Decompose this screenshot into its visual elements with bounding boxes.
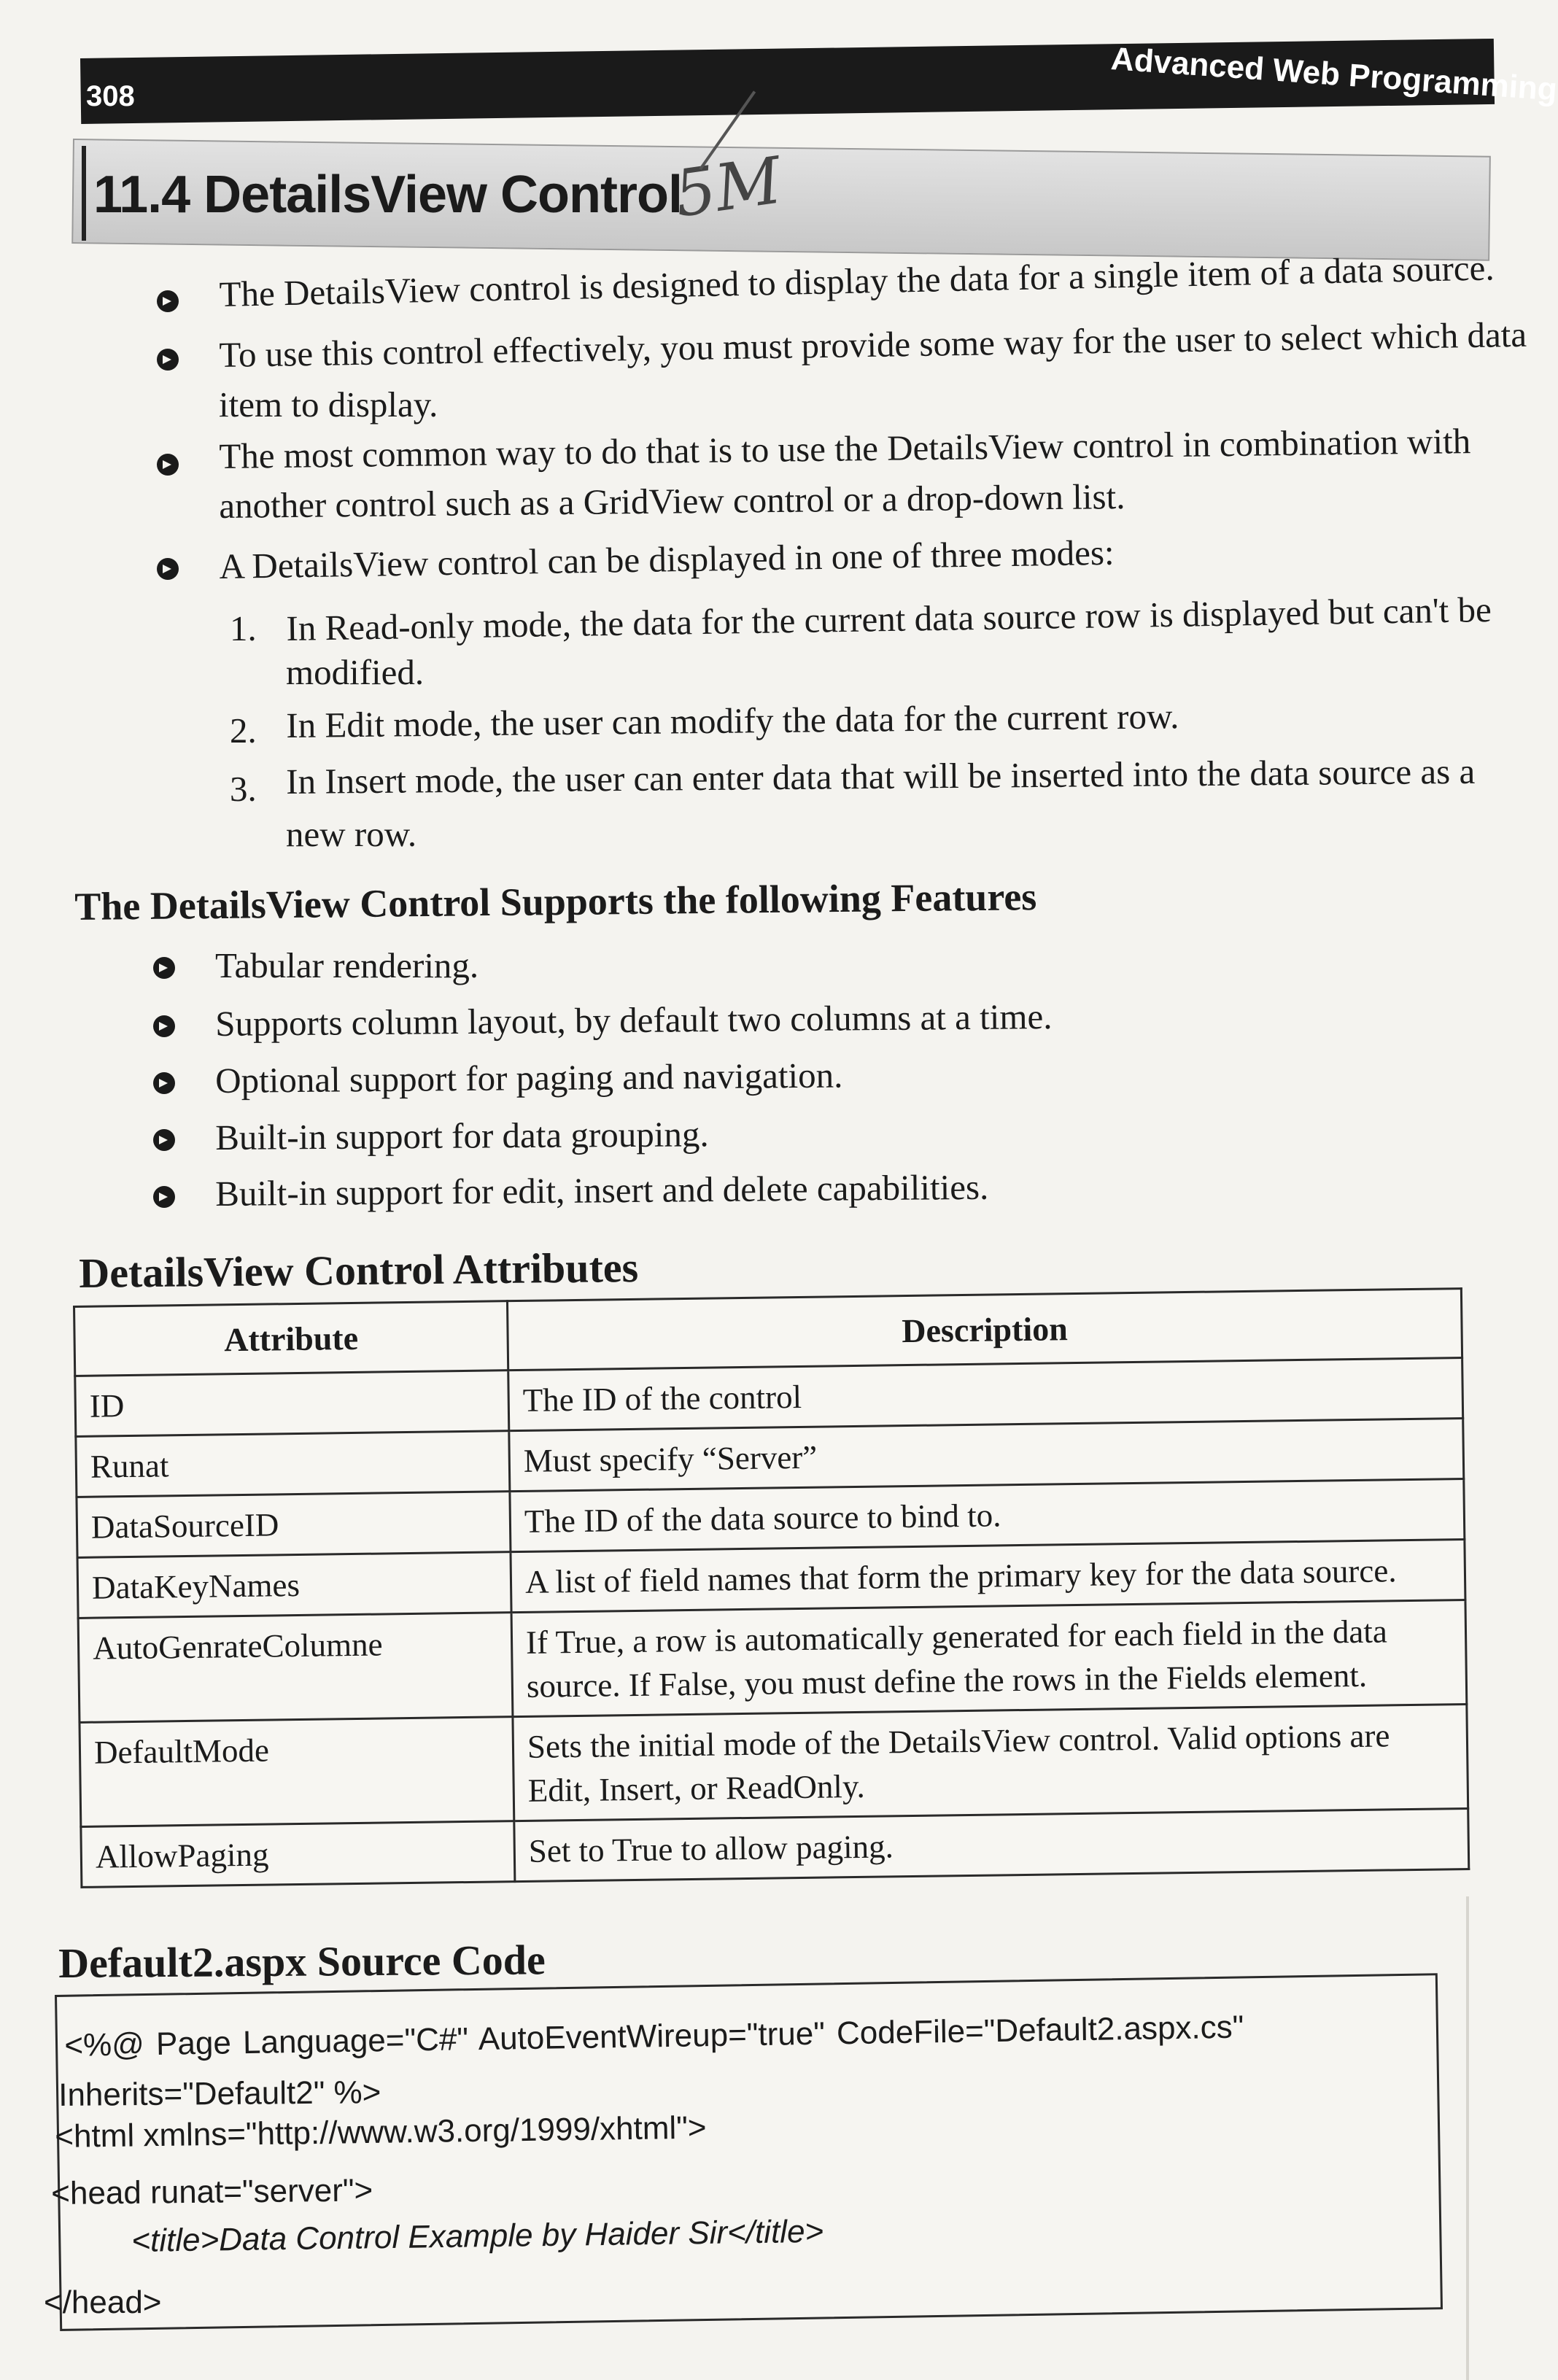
intro-bullet-4: A DetailsView control can be displayed in one of three modes:	[219, 532, 1115, 586]
section-heading-rule	[82, 146, 86, 241]
arrow-bullet-icon	[157, 349, 179, 371]
page-edge-shadow	[1466, 1896, 1469, 2380]
description-cell: Sets the initial mode of the DetailsView control. Valid options are Edit, Insert, or ReadOnly.	[513, 1705, 1468, 1821]
mode-number: 1.	[230, 608, 257, 648]
description-cell: If True, a row is automatically generated for each field in the data source. If False, you must define the rows in the Fields element.	[511, 1600, 1467, 1717]
feature-item: Supports column layout, by default two columns at a time.	[215, 996, 1053, 1044]
arrow-bullet-icon	[153, 1129, 175, 1151]
arrow-bullet-icon	[153, 1015, 175, 1037]
description-cell: The ID of the data source to bind to.	[510, 1479, 1465, 1552]
mode-text-cont: new row.	[286, 814, 417, 854]
table-row	[80, 1705, 1468, 1827]
description-cell: The ID of the control	[508, 1358, 1463, 1431]
section-title: 11.4 DetailsView Control	[93, 166, 682, 224]
description-cell: A list of field names that form the primary key for the data source.	[511, 1540, 1465, 1613]
mode-text: In Edit mode, the user can modify the data for the current row.	[286, 696, 1179, 745]
intro-bullet-2-cont: item to display.	[219, 384, 438, 425]
attribute-cell: DefaultMode	[80, 1717, 514, 1827]
arrow-bullet-icon	[153, 957, 175, 979]
intro-bullet-3: The most common way to do that is to use the DetailsView control in combination with	[219, 421, 1471, 476]
attribute-cell: DataKeyNames	[77, 1552, 511, 1619]
attribute-cell: Runat	[76, 1431, 510, 1497]
attribute-cell: AutoGenrateColumne	[78, 1613, 513, 1723]
features-heading: The DetailsView Control Supports the following Features	[74, 875, 1037, 929]
description-cell: Must specify “Server”	[509, 1419, 1464, 1492]
arrow-bullet-icon	[157, 290, 179, 312]
code-line: </head>	[44, 2284, 162, 2320]
intro-bullet-1: The DetailsView control is designed to display the data for a single item of a data source.	[219, 247, 1495, 314]
mode-text: In Read-only mode, the data for the current data source row is displayed but can't be	[286, 589, 1492, 648]
handwritten-note: 5M	[670, 142, 786, 232]
code-line: <title>Data Control Example by Haider Sir</title>	[131, 2213, 824, 2259]
attributes-heading: DetailsView Control Attributes	[79, 1243, 639, 1297]
feature-item: Built-in support for edit, insert and delete capabilities.	[215, 1166, 989, 1214]
code-line: Inherits="Default2" %>	[58, 2074, 381, 2113]
arrow-bullet-icon	[153, 1186, 175, 1208]
mode-text: In Insert mode, the user can enter data that will be inserted into the data source as a	[286, 751, 1476, 802]
mode-number: 3.	[230, 769, 257, 809]
feature-item: Tabular rendering.	[215, 945, 479, 985]
attribute-cell: DataSourceID	[77, 1492, 511, 1558]
source-code-heading: Default2.aspx Source Code	[58, 1936, 546, 1987]
arrow-bullet-icon	[157, 558, 179, 580]
description-cell: Set to True to allow paging.	[514, 1809, 1469, 1882]
running-title: Advanced Web Programming	[1109, 41, 1558, 108]
attribute-cell: ID	[75, 1371, 509, 1437]
code-line: <html xmlns="http://www.w3.org/1999/xhtml">	[55, 2109, 707, 2155]
code-line: <%@ Page Language="C#" AutoEventWireup="true" CodeFile="Default2.aspx.cs"	[64, 2009, 1244, 2063]
arrow-bullet-icon	[157, 454, 179, 476]
mode-number: 2.	[230, 710, 257, 751]
attribute-cell: AllowPaging	[81, 1821, 515, 1888]
intro-bullet-3-cont: another control such as a GridView control or a drop-down list.	[219, 476, 1125, 526]
column-header-attribute: Attribute	[74, 1301, 508, 1376]
mode-text-cont: modified.	[286, 652, 425, 692]
intro-bullet-2: To use this control effectively, you must provide some way for the user to select which data	[219, 314, 1527, 375]
feature-item: Optional support for paging and navigation.	[215, 1055, 843, 1101]
arrow-bullet-icon	[153, 1072, 175, 1094]
attributes-table	[73, 1287, 1470, 1888]
feature-item: Built-in support for data grouping.	[215, 1114, 709, 1158]
table-row	[78, 1600, 1467, 1723]
page-number: 308	[86, 80, 135, 112]
column-header-description: Description	[507, 1289, 1462, 1371]
code-line: <head runat="server">	[51, 2172, 373, 2212]
